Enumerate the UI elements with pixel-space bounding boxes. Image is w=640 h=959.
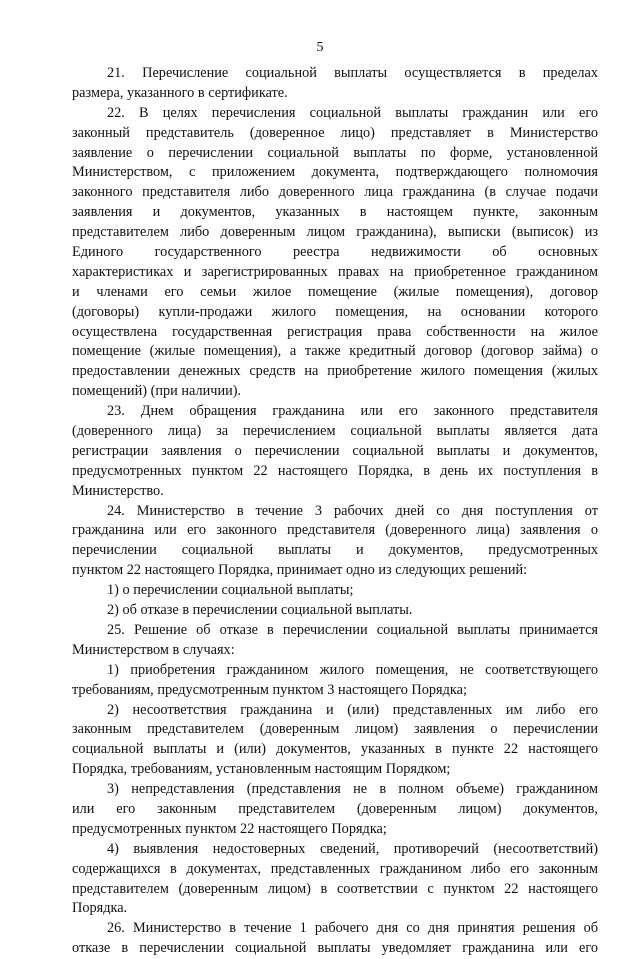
text-line: (доверенного лица) за перечислением социальной выплаты является дата — [72, 423, 598, 440]
text-line: предусмотренных пунктом 22 настоящего Порядка; — [72, 820, 387, 837]
text-line: 1) приобретения гражданином жилого помещения, не соответствующего — [107, 661, 598, 678]
text-line: 22. В целях перечисления социальной выплаты гражданин или его — [107, 104, 598, 121]
text-line: Порядка, требованиям, установленным настоящим Порядком; — [72, 761, 451, 778]
text-line: Порядка. — [72, 900, 128, 917]
text-line: осуществлена государственная регистрация права собственности на жилое — [72, 323, 598, 340]
text-line: Министерством в случаях: — [72, 641, 235, 658]
text-line: (договоры) купли-продажи жилого помещения, на основании которого — [72, 303, 598, 320]
text-line: гражданина или его законного представителя (доверенного лица) заявления о — [72, 522, 598, 539]
text-line: законным представителем (доверенным лицом) заявления о перечислении — [72, 721, 598, 738]
page-number: 5 — [316, 40, 324, 55]
text-line: содержащихся в документах, представленных гражданином либо его законным — [72, 860, 598, 877]
text-line: размера, указанного в сертификате. — [72, 84, 288, 101]
text-line: заявление о перечислении социальной выплаты по форме, установленной — [72, 144, 598, 161]
text-line: отказе в перечислении социальной выплаты уведомляет гражданина или его — [72, 940, 598, 957]
text-line: или его законным представителем (доверенным лицом) документов, — [72, 800, 598, 817]
text-line: 26. Министерство в течение 1 рабочего дня со дня принятия решения об — [107, 920, 598, 937]
text-line: 24. Министерство в течение 3 рабочих дней со дня поступления от — [107, 502, 598, 519]
text-line: социальной выплаты и (или) документов, указанных в пункте 22 настоящего — [72, 741, 598, 758]
text-line: перечислении социальной выплаты и документов, предусмотренных — [72, 542, 598, 559]
text-line: 23. Днем обращения гражданина или его законного представителя — [107, 403, 598, 420]
text-line: Единого государственного реестра недвижимости об основных — [72, 244, 598, 261]
text-line: характеристиках и зарегистрированных правах на приобретенное гражданином — [72, 263, 598, 280]
text-line: 4) выявления недостоверных сведений, противоречий (несоответствий) — [107, 840, 598, 857]
document-body — [72, 64, 598, 959]
text-line: заявления и документов, указанных в настоящем пункте, законным — [72, 204, 598, 221]
text-line: представителем либо доверенным лицом гражданина), выписки (выписок) из — [72, 224, 598, 241]
text-line: законный представитель (доверенное лицо) представляет в Министерство — [72, 124, 598, 141]
text-line: Министерство. — [72, 482, 164, 499]
text-line: 2) несоответствия гражданина и (или) представленных им либо его — [107, 701, 598, 718]
text-line: 1) о перечислении социальной выплаты; — [107, 582, 354, 599]
text-line: регистрации заявления о перечислении социальной выплаты и документов, — [72, 442, 598, 459]
text-line: 2) об отказе в перечислении социальной выплаты. — [107, 602, 413, 619]
text-line: и членами его семьи жилое помещение (жилые помещения), договор — [72, 283, 598, 300]
text-line: помещение (жилые помещения), а также кредитный договор (договор займа) о — [72, 343, 598, 360]
text-line: пунктом 22 настоящего Порядка, принимает одно из следующих решений: — [72, 562, 528, 579]
text-line: требованиям, предусмотренным пунктом 3 настоящего Порядка; — [72, 681, 467, 698]
text-line: предусмотренных пунктом 22 настоящего Порядка, в день их поступления в — [72, 462, 598, 479]
text-line: предоставлении денежных средств на приобретение жилого помещения (жилых — [72, 363, 598, 380]
text-line: законного представителя либо доверенного лица гражданина (в случае подачи — [72, 184, 598, 201]
text-line: Министерством, с приложением документа, подтверждающего полномочия — [72, 164, 598, 181]
text-line: 25. Решение об отказе в перечислении социальной выплаты принимается — [107, 621, 598, 638]
text-line: представителем (доверенным лицом) в соответствии с пунктом 22 настоящего — [72, 880, 598, 897]
text-line: помещений) (при наличии). — [72, 383, 242, 400]
text-line: 21. Перечисление социальной выплаты осуществляется в пределах — [107, 65, 598, 81]
text-line: 3) непредставления (представления не в полном объеме) гражданином — [107, 781, 598, 798]
